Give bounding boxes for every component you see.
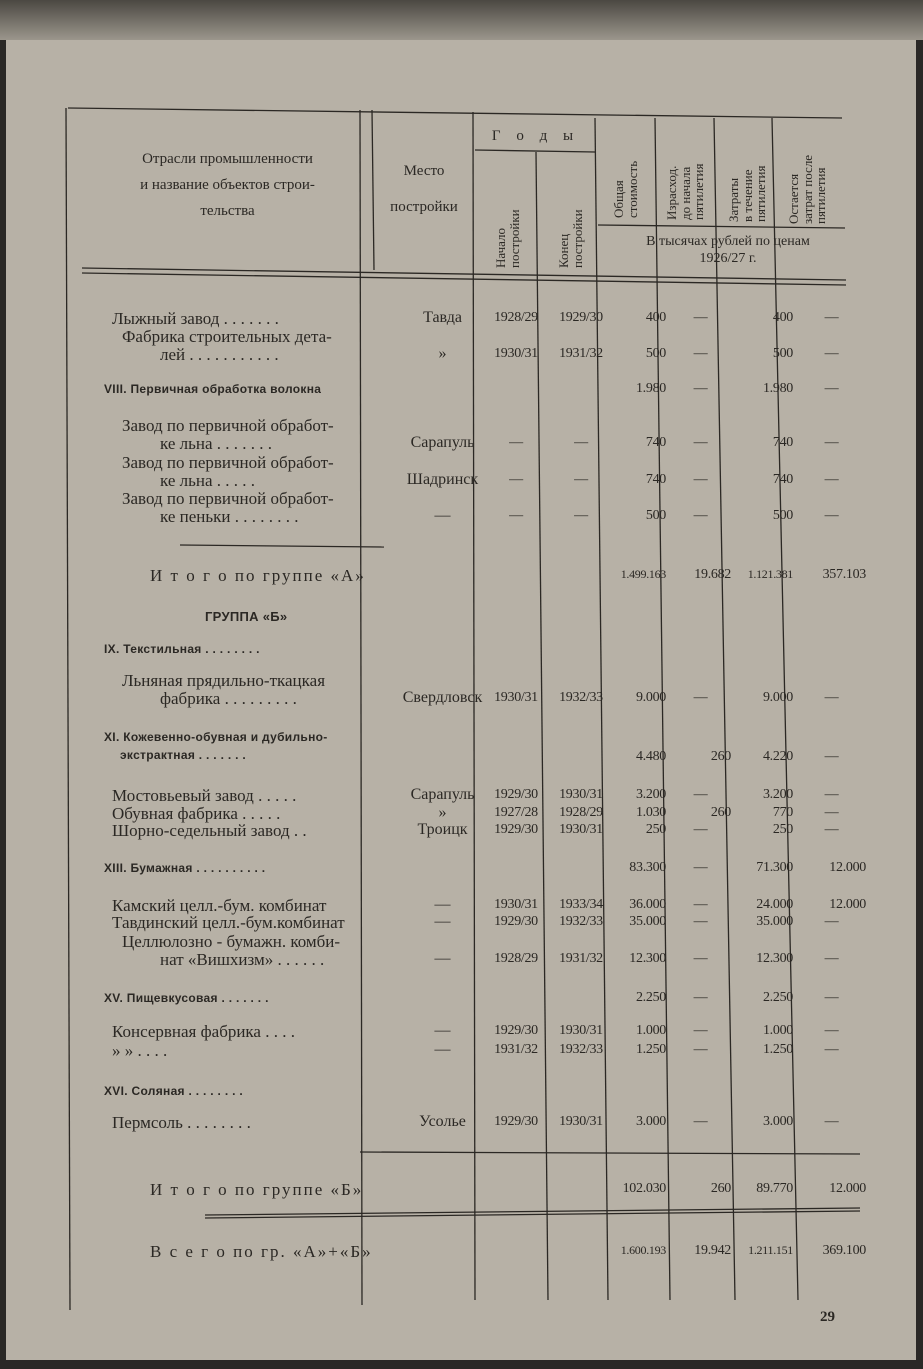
page-number: 29 bbox=[820, 1309, 835, 1325]
place-cell: — bbox=[434, 1022, 451, 1039]
total-cell: 1.030 bbox=[635, 805, 666, 820]
place-header: Место bbox=[403, 163, 445, 179]
row-label: Консервная фабрика . . . . bbox=[112, 1022, 295, 1041]
place-header: постройки bbox=[390, 199, 458, 215]
remain-cell: — bbox=[824, 749, 839, 764]
place-cell: » bbox=[438, 804, 447, 821]
end-year-cell: 1932/33 bbox=[559, 690, 603, 705]
place-cell: — bbox=[434, 1041, 451, 1058]
remain-cell: — bbox=[824, 990, 839, 1005]
row-label: нат «Вишхизм» . . . . . . bbox=[160, 950, 325, 969]
spent-cell: 19.942 bbox=[694, 1243, 731, 1258]
during-cell: 740 bbox=[772, 435, 793, 450]
end-year-cell: 1932/33 bbox=[559, 914, 603, 929]
spent-header-line: пятилетия bbox=[691, 163, 707, 220]
row-label: фабрика . . . . . . . . . bbox=[160, 689, 297, 708]
total-cell: 740 bbox=[645, 472, 666, 487]
spent-cell: — bbox=[693, 787, 708, 802]
during-cell: 1.121.381 bbox=[747, 567, 793, 581]
remain-cell: 12.000 bbox=[829, 1181, 866, 1196]
start-year-cell: 1930/31 bbox=[494, 690, 538, 705]
total-label: И т о г о по группе «Б» bbox=[150, 1180, 364, 1199]
remain-cell: — bbox=[824, 805, 839, 820]
end-year-cell: 1930/31 bbox=[559, 822, 603, 837]
industry-header: Отрасли промышленности bbox=[142, 151, 313, 167]
place-cell: Шадринск bbox=[406, 471, 479, 488]
place-cell: — bbox=[434, 507, 451, 524]
end-year-cell: — bbox=[574, 435, 588, 450]
spent-cell: — bbox=[693, 990, 708, 1005]
place-cell: — bbox=[434, 913, 451, 930]
end-year-header-line: постройки bbox=[569, 209, 585, 268]
section-heading: XV. Пищевкусовая . . . . . . . bbox=[104, 991, 269, 1005]
end-year-header-line: Конец bbox=[556, 233, 571, 268]
during-cell: 250 bbox=[772, 822, 793, 837]
remain-cell: — bbox=[824, 1042, 839, 1057]
end-year-header bbox=[557, 209, 584, 268]
remain-cell: — bbox=[824, 472, 839, 487]
row-label: Целлюлозно - бумажн. комби- bbox=[122, 932, 341, 951]
spent-cell: — bbox=[693, 435, 708, 450]
total-cost-header bbox=[612, 161, 639, 218]
during-cell: 1.250 bbox=[762, 1042, 793, 1057]
total-cell: 1.980 bbox=[635, 381, 666, 396]
during-cell: 1.980 bbox=[762, 381, 793, 396]
total-cell: 9.000 bbox=[635, 690, 666, 705]
remain-cell: — bbox=[824, 435, 839, 450]
during-cell: 71.300 bbox=[756, 860, 793, 875]
spent-cell: — bbox=[693, 951, 708, 966]
during-cell: 3.200 bbox=[762, 787, 793, 802]
start-year-cell: 1931/32 bbox=[494, 1042, 538, 1057]
spent-cell: — bbox=[693, 1114, 708, 1129]
spent-cell: 260 bbox=[710, 1181, 731, 1196]
total-cell: 83.300 bbox=[629, 860, 666, 875]
total-cell: 1.000 bbox=[635, 1023, 666, 1038]
during-header bbox=[727, 166, 768, 222]
total-cell: 500 bbox=[645, 508, 666, 523]
industry-header: тельства bbox=[200, 203, 255, 219]
row-label: Пермсоль . . . . . . . . bbox=[112, 1113, 251, 1132]
section-heading: IX. Текстильная . . . . . . . . bbox=[104, 642, 260, 656]
during-header-line: Затраты bbox=[726, 177, 741, 222]
row-label: ке льна . . . . . . . bbox=[160, 434, 273, 453]
spent-cell: — bbox=[693, 346, 708, 361]
row-label: лей . . . . . . . . . . . bbox=[160, 345, 279, 364]
total-cell: 3.200 bbox=[635, 787, 666, 802]
during-cell: 89.770 bbox=[756, 1181, 793, 1196]
total-cell: 400 bbox=[645, 310, 666, 325]
spent-cell: — bbox=[693, 914, 708, 929]
spent-cell: — bbox=[693, 310, 708, 325]
years-header: Г о д ы bbox=[491, 128, 580, 144]
spent-cell: — bbox=[693, 822, 708, 837]
place-cell: Тавда bbox=[423, 309, 462, 326]
remain-header-line: Остается bbox=[786, 173, 801, 224]
total-cost-header-line: стоимость bbox=[624, 160, 640, 218]
end-year-cell: 1930/31 bbox=[559, 787, 603, 802]
remain-cell: — bbox=[824, 914, 839, 929]
total-label: В с е г о по гр. «А»+«Б» bbox=[150, 1242, 373, 1261]
spent-header bbox=[665, 164, 706, 220]
remain-cell: — bbox=[824, 951, 839, 966]
end-year-cell: — bbox=[574, 472, 588, 487]
spent-cell: — bbox=[693, 472, 708, 487]
total-cell: 250 bbox=[645, 822, 666, 837]
place-cell: Сарапуль bbox=[410, 434, 475, 451]
remain-cell: 369.100 bbox=[822, 1243, 866, 1258]
spent-cell: — bbox=[693, 860, 708, 875]
start-year-cell: 1928/29 bbox=[494, 310, 538, 325]
row-label: Камский целл.-бум. комбинат bbox=[112, 896, 327, 915]
during-cell: 500 bbox=[772, 508, 793, 523]
row-label: Тавдинский целл.-бум.комбинат bbox=[112, 913, 345, 932]
start-year-header bbox=[494, 209, 521, 268]
remain-cell: — bbox=[824, 346, 839, 361]
end-year-cell: 1931/32 bbox=[559, 951, 603, 966]
start-year-cell: 1930/31 bbox=[494, 346, 538, 361]
total-cell: 35.000 bbox=[629, 914, 666, 929]
place-cell: Усолье bbox=[419, 1113, 466, 1130]
place-cell: — bbox=[434, 896, 451, 913]
spent-cell: — bbox=[693, 508, 708, 523]
row-label: Завод по первичной обработ- bbox=[122, 453, 334, 472]
during-cell: 12.300 bbox=[756, 951, 793, 966]
remain-cell: 12.000 bbox=[829, 860, 866, 875]
end-year-cell: 1931/32 bbox=[559, 346, 603, 361]
remain-cell: — bbox=[824, 787, 839, 802]
during-cell: 24.000 bbox=[756, 897, 793, 912]
row-label: Завод по первичной обработ- bbox=[122, 416, 334, 435]
section-heading: XI. Кожевенно-обувная и дубильно- bbox=[104, 730, 328, 744]
during-cell: 2.250 bbox=[762, 990, 793, 1005]
during-cell: 770 bbox=[772, 805, 793, 820]
spent-cell: — bbox=[693, 1042, 708, 1057]
section-heading: XIII. Бумажная . . . . . . . . . . bbox=[104, 861, 266, 875]
start-year-cell: 1929/30 bbox=[494, 1114, 538, 1129]
place-cell: Троицк bbox=[417, 821, 468, 838]
place-cell: Сарапуль bbox=[410, 786, 475, 803]
section-heading: VIII. Первичная обработка волокна bbox=[104, 382, 322, 396]
place-cell: » bbox=[438, 345, 447, 362]
remain-cell: — bbox=[824, 310, 839, 325]
total-cell: 3.000 bbox=[635, 1114, 666, 1129]
remain-cell: 357.103 bbox=[822, 567, 866, 582]
row-label: Шорно-седельный завод . . bbox=[112, 821, 307, 840]
total-cell: 2.250 bbox=[635, 990, 666, 1005]
during-header-line: пятилетия bbox=[753, 165, 769, 222]
units-header: 1926/27 г. bbox=[699, 251, 757, 266]
spent-cell: 260 bbox=[710, 749, 731, 764]
group-heading: ГРУППА «Б» bbox=[205, 609, 288, 624]
remain-cell: — bbox=[824, 822, 839, 837]
remain-cell: 12.000 bbox=[829, 897, 866, 912]
start-year-cell: 1929/30 bbox=[494, 787, 538, 802]
during-cell: 35.000 bbox=[756, 914, 793, 929]
section-heading: XVI. Соляная . . . . . . . . bbox=[104, 1084, 243, 1098]
spent-cell: 19.682 bbox=[694, 567, 731, 582]
start-year-cell: — bbox=[509, 508, 523, 523]
during-cell: 3.000 bbox=[762, 1114, 793, 1129]
start-year-cell: 1929/30 bbox=[494, 1023, 538, 1038]
row-label: Лыжный завод . . . . . . . bbox=[112, 309, 279, 328]
during-cell: 4.220 bbox=[762, 749, 793, 764]
total-cell: 36.000 bbox=[629, 897, 666, 912]
remain-header-line: затрат после bbox=[799, 154, 815, 224]
total-cell: 12.300 bbox=[629, 951, 666, 966]
remain-cell: — bbox=[824, 508, 839, 523]
remain-cell: — bbox=[824, 1023, 839, 1038]
row-label: » » . . . . bbox=[112, 1041, 168, 1060]
row-label: ке льна . . . . . bbox=[160, 471, 256, 490]
during-header-line: в течение bbox=[739, 169, 755, 222]
spent-cell: — bbox=[693, 381, 708, 396]
total-cell: 500 bbox=[645, 346, 666, 361]
industry-header: и название объектов строи- bbox=[140, 177, 315, 193]
spent-header-line: до начала bbox=[677, 166, 693, 220]
start-year-header-line: постройки bbox=[506, 209, 522, 268]
row-label: Мостовьевый завод . . . . . bbox=[112, 786, 297, 805]
row-label: Фабрика строительных дета- bbox=[122, 327, 332, 346]
remain-cell: — bbox=[824, 1114, 839, 1129]
spent-cell: 260 bbox=[710, 805, 731, 820]
row-label: Обувная фабрика . . . . . bbox=[112, 804, 281, 823]
start-year-cell: — bbox=[509, 435, 523, 450]
start-year-cell: 1929/30 bbox=[494, 914, 538, 929]
end-year-cell: — bbox=[574, 508, 588, 523]
during-cell: 9.000 bbox=[762, 690, 793, 705]
start-year-cell: 1929/30 bbox=[494, 822, 538, 837]
spent-cell: — bbox=[693, 690, 708, 705]
during-cell: 740 bbox=[772, 472, 793, 487]
end-year-cell: 1928/29 bbox=[559, 805, 603, 820]
start-year-cell: — bbox=[509, 472, 523, 487]
start-year-cell: 1928/29 bbox=[494, 951, 538, 966]
total-cell: 1.600.193 bbox=[620, 1243, 666, 1257]
spent-header-line: Израсход. bbox=[664, 165, 679, 220]
remain-header bbox=[787, 155, 828, 224]
row-label: Льняная прядильно-ткацкая bbox=[122, 671, 326, 690]
units-header: В тысячах рублей по ценам bbox=[646, 234, 810, 249]
remain-cell: — bbox=[824, 690, 839, 705]
spent-cell: — bbox=[693, 1023, 708, 1038]
row-label: Завод по первичной обработ- bbox=[122, 489, 334, 508]
total-label: И т о г о по группе «А» bbox=[150, 566, 366, 585]
end-year-cell: 1930/31 bbox=[559, 1023, 603, 1038]
during-cell: 500 bbox=[772, 346, 793, 361]
start-year-header-line: Начало bbox=[493, 227, 508, 268]
remain-header-line: пятилетия bbox=[813, 167, 829, 224]
place-cell: — bbox=[434, 950, 451, 967]
total-cost-header-line: Общая bbox=[611, 180, 626, 218]
start-year-cell: 1927/28 bbox=[494, 805, 538, 820]
during-cell: 1.000 bbox=[762, 1023, 793, 1038]
end-year-cell: 1932/33 bbox=[559, 1042, 603, 1057]
during-cell: 400 bbox=[772, 310, 793, 325]
end-year-cell: 1933/34 bbox=[559, 897, 603, 912]
place-cell: Свердловск bbox=[402, 689, 483, 706]
end-year-cell: 1929/30 bbox=[559, 310, 603, 325]
section-heading-cont: экстрактная . . . . . . . bbox=[120, 748, 247, 762]
during-cell: 1.211.151 bbox=[748, 1243, 793, 1257]
remain-cell: — bbox=[824, 381, 839, 396]
total-cell: 740 bbox=[645, 435, 666, 450]
start-year-cell: 1930/31 bbox=[494, 897, 538, 912]
total-cell: 4.480 bbox=[635, 749, 666, 764]
total-cell: 1.499.163 bbox=[620, 567, 666, 581]
spent-cell: — bbox=[693, 897, 708, 912]
total-cell: 102.030 bbox=[622, 1181, 666, 1196]
end-year-cell: 1930/31 bbox=[559, 1114, 603, 1129]
row-label: ке пеньки . . . . . . . . bbox=[160, 507, 299, 526]
total-cell: 1.250 bbox=[635, 1042, 666, 1057]
